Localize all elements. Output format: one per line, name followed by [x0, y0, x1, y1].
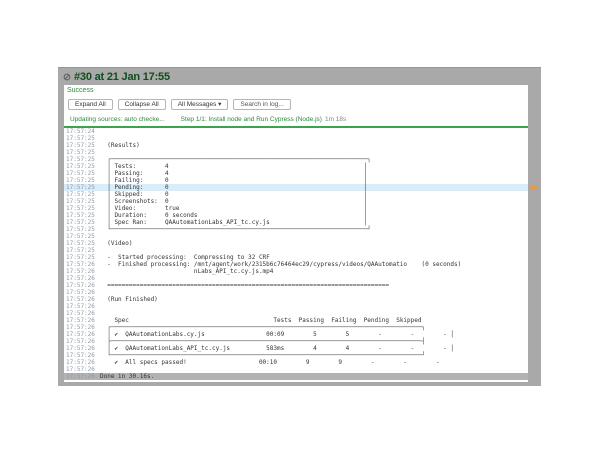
log-row[interactable]: [64, 212, 528, 219]
log-text: └───────────────────────────────────────────────────────────────────────┘: [100, 226, 371, 233]
log-timestamp: 17:57:25: [66, 184, 95, 191]
log-timestamp: 17:57:25: [66, 191, 95, 198]
log-timestamp: 17:57:26: [66, 289, 95, 296]
build-status-label: Success: [67, 87, 94, 94]
log-row[interactable]: [64, 366, 528, 373]
log-row[interactable]: [64, 156, 528, 163]
log-text: │ Pending: 0 │: [100, 184, 368, 191]
log-timestamp: 17:57:25: [66, 219, 95, 226]
log-row[interactable]: [64, 240, 528, 247]
build-header: [58, 68, 541, 85]
log-row[interactable]: [64, 254, 528, 261]
log-row[interactable]: [64, 359, 528, 366]
log-text: (Results): [100, 142, 140, 149]
log-timestamp: 17:57:26: [66, 268, 95, 275]
log-timestamp: 17:57:25: [66, 205, 95, 212]
log-row[interactable]: [64, 163, 528, 170]
log-text: - Finished processing: /mnt/agent/work/2315b6c76464ec29/cypress/videos/QAAutomatio (0 seconds): [100, 261, 462, 268]
collapse-all-button[interactable]: Collapse All: [118, 99, 166, 110]
log-row[interactable]: [64, 338, 528, 345]
log-timestamp: 17:57:26: [66, 275, 95, 282]
search-in-log-input[interactable]: [233, 99, 291, 110]
log-row[interactable]: [64, 261, 528, 268]
log-text: └──────────────────────────────────────────────────────────────────────────────────────┘: [100, 352, 426, 359]
log-text: │ Spec Ran: QAAutomationLabs_API_tc.cy.js │: [100, 219, 368, 226]
log-text: ==============================================================================: [100, 282, 389, 289]
log-text: Done in 30.16s.: [100, 373, 155, 380]
log-row[interactable]: [64, 331, 528, 338]
all-messages-dropdown[interactable]: All Messages ▾: [171, 99, 229, 110]
build-title[interactable]: #30 at 21 Jan 17:55: [74, 71, 170, 83]
log-timestamp: 17:57:26: [66, 282, 95, 289]
log-timestamp: 17:57:26: [66, 310, 95, 317]
log-text: │ Video: true │: [100, 205, 368, 212]
log-timestamp: 17:57:26: [66, 366, 95, 373]
log-row[interactable]: [64, 191, 528, 198]
log-row[interactable]: [64, 296, 528, 303]
log-row[interactable]: [64, 135, 528, 142]
log-timestamp: 17:57:26: [66, 324, 95, 331]
log-row[interactable]: [64, 268, 528, 275]
log-timestamp: 17:57:25: [66, 254, 95, 261]
log-timestamp: 17:57:25: [66, 142, 95, 149]
log-text: │ Passing: 4 │: [100, 170, 368, 177]
log-text: ┌───────────────────────────────────────────────────────────────────────┐: [100, 156, 371, 163]
log-text: ┌──────────────────────────────────────────────────────────────────────────────────────┐: [100, 324, 426, 331]
log-row[interactable]: [64, 289, 528, 296]
log-row[interactable]: [64, 324, 528, 331]
step1-label: Step 1/1: Install node and Run Cypress (Node.js): [180, 116, 322, 123]
log-row[interactable]: [64, 128, 528, 135]
log-text: │ ✔ QAAutomationLabs.cy.js 00:09 5 5 - - - │: [100, 331, 455, 338]
log-timestamp: 17:57:26: [66, 296, 95, 303]
log-timestamp: 17:57:26: [66, 352, 95, 359]
build-log: [64, 128, 528, 380]
step1-duration: 1m 18s: [324, 116, 347, 123]
log-text: (Video): [100, 240, 133, 247]
log-row[interactable]: [64, 226, 528, 233]
log-text: │ Failing: 0 │: [100, 177, 368, 184]
log-text: │ Skipped: 0 │: [100, 191, 368, 198]
log-timestamp: 17:57:25: [66, 163, 95, 170]
build-step-tabs: [64, 113, 528, 128]
expand-all-button[interactable]: Expand All: [68, 99, 113, 110]
log-row[interactable]: [64, 247, 528, 254]
log-timestamp: 17:57:25: [66, 149, 95, 156]
log-timestamp: 17:57:25: [66, 198, 95, 205]
log-timestamp: 17:57:26: [66, 261, 95, 268]
log-timestamp: 17:57:26: [66, 359, 95, 366]
build-log-page: [58, 67, 541, 386]
log-text: ✔ All specs passed! 00:10 9 9 - - -: [100, 359, 440, 366]
log-row[interactable]: [64, 170, 528, 177]
step-tab-updating-sources[interactable]: Updating sources: auto checke...: [70, 116, 165, 123]
step-tab-step1[interactable]: [181, 116, 347, 123]
log-toolbar: [64, 96, 528, 113]
log-timestamp: 17:57:25: [66, 247, 95, 254]
log-timestamp: 17:57:25: [66, 233, 95, 240]
log-timestamp: 17:57:25: [66, 212, 95, 219]
log-row[interactable]: [64, 352, 528, 359]
log-row[interactable]: [64, 310, 528, 317]
log-row[interactable]: [64, 233, 528, 240]
scroll-position-marker[interactable]: [529, 186, 538, 190]
log-timestamp: 17:57:26: [66, 345, 95, 352]
log-timestamp: 17:57:25: [66, 240, 95, 247]
log-text: (Run Finished): [100, 296, 158, 303]
log-row[interactable]: [64, 282, 528, 289]
log-row[interactable]: [64, 317, 528, 324]
log-timestamp: 17:57:25: [66, 156, 95, 163]
log-timestamp: 17:57:24: [66, 128, 95, 135]
log-text: │ Screenshots: 0 │: [100, 198, 368, 205]
log-row[interactable]: [64, 198, 528, 205]
log-timestamp: 17:57:26: [66, 338, 95, 345]
log-text: Spec Tests Passing Failing Pending Skipped: [100, 317, 422, 324]
chain-link-icon[interactable]: [63, 73, 71, 81]
log-timestamp: 17:57:25: [66, 226, 95, 233]
log-timestamp: 17:57:25: [66, 135, 95, 142]
log-row[interactable]: [64, 184, 528, 191]
log-text: │ Duration: 0 seconds │: [100, 212, 368, 219]
log-timestamp: 17:57:25: [66, 177, 95, 184]
log-row[interactable]: [64, 345, 528, 352]
log-row[interactable]: [64, 373, 528, 380]
log-row[interactable]: [64, 142, 528, 149]
log-timestamp: 17:57:26: [66, 373, 95, 380]
log-row[interactable]: [64, 219, 528, 226]
log-timestamp: 17:57:26: [66, 331, 95, 338]
log-row[interactable]: [64, 177, 528, 184]
log-row[interactable]: [64, 275, 528, 282]
log-text: │ ✔ QAAutomationLabs_API_tc.cy.js 583ms 4 4 - - - │: [100, 345, 455, 352]
log-text: │ Tests: 4 │: [100, 163, 368, 170]
log-text: - Started processing: Compressing to 32 CRF: [100, 254, 270, 261]
log-row[interactable]: [64, 205, 528, 212]
log-text: nLabs_API_tc.cy.js.mp4: [100, 268, 274, 275]
log-panel: [64, 85, 528, 382]
log-timestamp: 17:57:26: [66, 303, 95, 310]
log-timestamp: 17:57:25: [66, 170, 95, 177]
log-row[interactable]: [64, 149, 528, 156]
log-text: ├──────────────────────────────────────────────────────────────────────────────────────┤: [100, 338, 426, 345]
log-row[interactable]: [64, 303, 528, 310]
log-timestamp: 17:57:26: [66, 317, 95, 324]
